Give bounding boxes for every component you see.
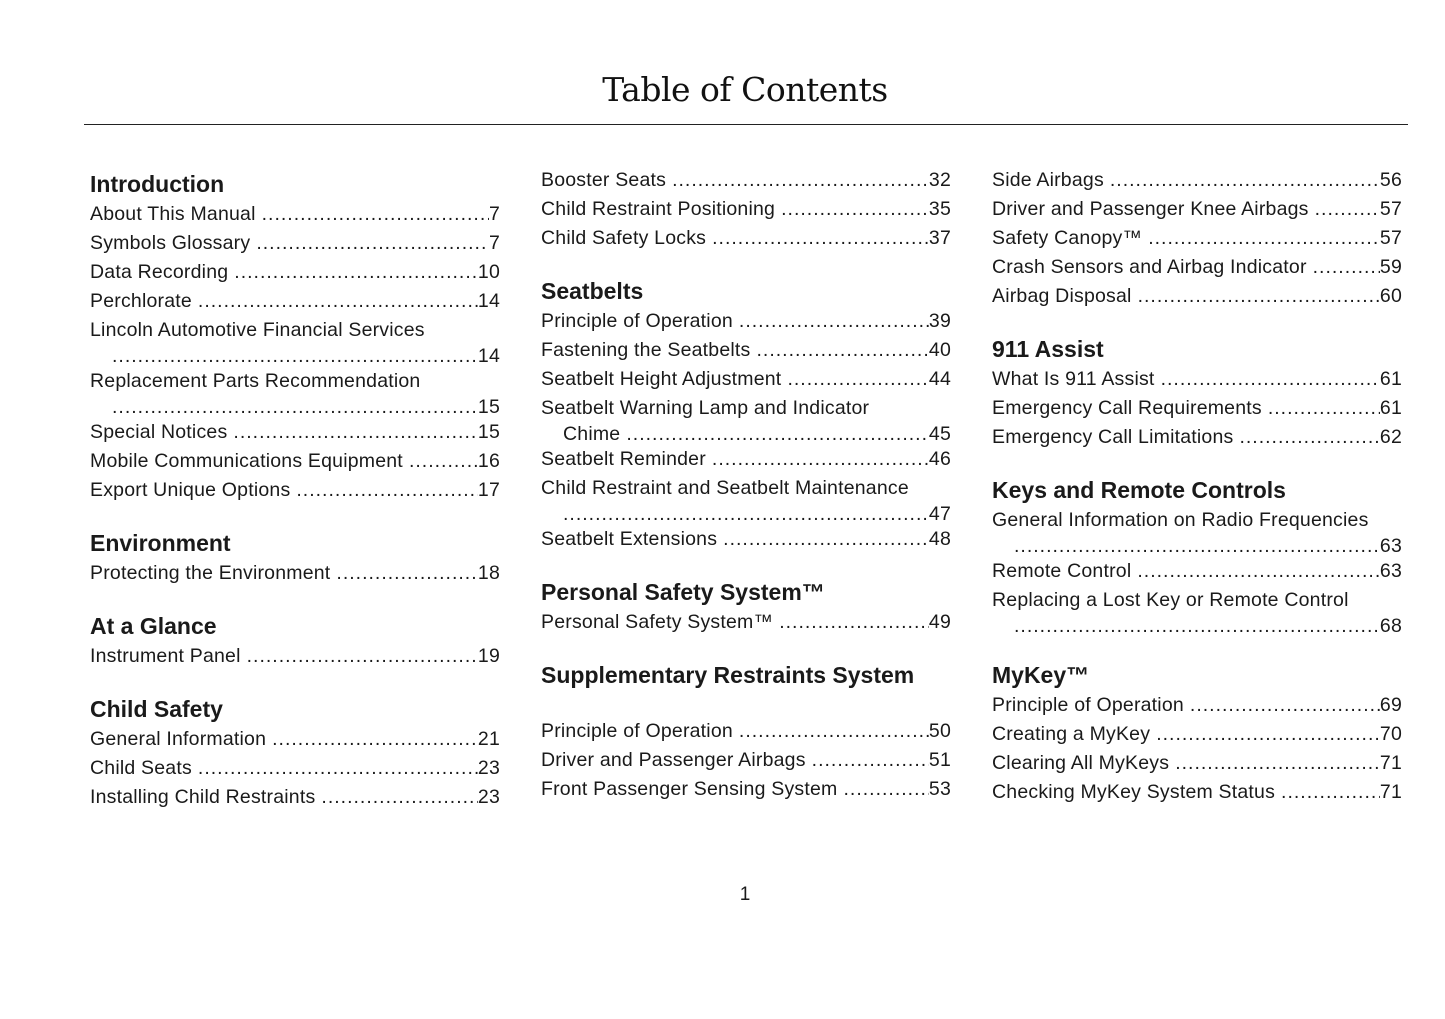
entry-page: 7 — [488, 203, 500, 225]
entry-leader-line — [541, 423, 951, 445]
toc-entry[interactable] — [992, 586, 1402, 637]
toc-entry[interactable] — [541, 195, 951, 224]
dot-leader — [1268, 394, 1380, 423]
entry-line — [992, 720, 1402, 749]
entry-page: 7 — [488, 232, 500, 254]
entry-title: Front Passenger Sensing System — [541, 778, 838, 800]
entry-title: Emergency Call Requirements — [992, 397, 1262, 419]
entry-line — [90, 229, 500, 258]
entry-page: 61 — [1379, 368, 1402, 390]
toc-entry[interactable] — [541, 307, 951, 336]
toc-entry[interactable] — [992, 195, 1402, 224]
dot-leader — [321, 783, 477, 812]
dot-leader — [1161, 365, 1380, 394]
entry-page: 18 — [477, 562, 500, 584]
toc-column — [90, 168, 500, 812]
page-number: 1 — [739, 884, 751, 905]
entry-page: 45 — [928, 423, 951, 445]
dot-leader — [1313, 253, 1380, 282]
entry-page: 51 — [928, 749, 951, 771]
page-title: Table of Contents — [602, 70, 888, 109]
toc-section — [90, 610, 500, 671]
entry-page: 17 — [477, 479, 500, 501]
dot-leader — [1281, 778, 1380, 807]
entry-page: 23 — [477, 786, 500, 808]
entry-leader-line — [992, 615, 1402, 637]
entry-line — [90, 476, 500, 505]
toc-entry[interactable] — [541, 394, 951, 445]
entry-page: 16 — [477, 450, 500, 472]
entry-page: 69 — [1379, 694, 1402, 716]
toc-entry[interactable] — [90, 447, 500, 476]
toc-entry[interactable] — [541, 746, 951, 775]
dot-leader — [843, 775, 928, 804]
entry-line — [541, 608, 951, 637]
section-heading[interactable]: Environment — [90, 530, 231, 556]
toc-entry[interactable] — [541, 224, 951, 253]
toc-section — [992, 659, 1402, 807]
entry-title: Mobile Communications Equipment — [90, 450, 403, 472]
dot-leader — [787, 365, 928, 394]
entry-page: 40 — [928, 339, 951, 361]
dot-leader — [712, 224, 929, 253]
entry-title: Clearing All MyKeys — [992, 752, 1170, 774]
entry-title: Creating a MyKey — [992, 723, 1151, 745]
entry-title: Driver and Passenger Airbags — [541, 749, 806, 771]
dot-leader — [247, 642, 478, 671]
entry-line — [90, 418, 500, 447]
entry-line — [90, 783, 500, 812]
dot-leader — [262, 200, 489, 229]
toc-entry[interactable] — [992, 253, 1402, 282]
toc-entry[interactable] — [992, 394, 1402, 423]
dot-leader — [1156, 720, 1380, 749]
entry-title: Perchlorate — [90, 290, 192, 312]
entry-title: What Is 911 Assist — [992, 368, 1155, 390]
dot-leader — [723, 525, 929, 554]
entry-line — [541, 717, 951, 746]
dot-leader — [1137, 557, 1380, 586]
entry-title: Principle of Operation — [541, 310, 733, 332]
entry-page: 61 — [1379, 397, 1402, 419]
entry-title: Instrument Panel — [90, 645, 241, 667]
entry-title: Child Restraint Positioning — [541, 198, 776, 220]
entry-title: Emergency Call Limitations — [992, 426, 1234, 448]
entry-title: Side Airbags — [992, 169, 1104, 191]
toc-section — [992, 474, 1402, 637]
entry-title: Seatbelt Extensions — [541, 528, 718, 550]
entry-title: Seatbelt Warning Lamp and Indicator — [541, 397, 870, 419]
entry-page: 56 — [1379, 169, 1402, 191]
entry-page: 59 — [1379, 256, 1402, 278]
dot-leader — [336, 559, 477, 588]
entry-title: Principle of Operation — [992, 694, 1184, 716]
toc-entry[interactable] — [90, 367, 500, 418]
dot-leader — [781, 195, 929, 224]
entry-title: Lincoln Automotive Financial Services — [90, 319, 425, 341]
toc-section — [992, 333, 1402, 452]
entry-line — [992, 778, 1402, 807]
entry-line — [90, 642, 500, 671]
entry-line — [992, 224, 1402, 253]
dot-leader — [409, 447, 478, 476]
toc-entry[interactable] — [541, 775, 951, 804]
entry-title: Fastening the Seatbelts — [541, 339, 751, 361]
entry-title: Special Notices — [90, 421, 228, 443]
toc-entry[interactable] — [992, 282, 1402, 311]
entry-page: 44 — [928, 368, 951, 390]
title-divider — [84, 124, 1408, 125]
entry-line — [90, 447, 500, 476]
entry-leader-line — [90, 345, 500, 367]
toc-section — [541, 275, 951, 554]
entry-title: Seatbelt Reminder — [541, 448, 706, 470]
entry-title: Crash Sensors and Airbag Indicator — [992, 256, 1307, 278]
entry-title: General Information on Radio Frequencies — [992, 509, 1369, 531]
entry-title: Child Safety Locks — [541, 227, 707, 249]
entry-line — [992, 365, 1402, 394]
toc-entry[interactable] — [992, 224, 1402, 253]
dot-leader — [112, 396, 478, 418]
entry-line — [541, 525, 951, 554]
toc-entry[interactable] — [541, 525, 951, 554]
toc-entry[interactable] — [90, 754, 500, 783]
section-heading[interactable]: MyKey™ — [992, 662, 1090, 688]
toc-entry[interactable] — [992, 720, 1402, 749]
toc-entry[interactable] — [90, 316, 500, 367]
toc-entry[interactable] — [90, 418, 500, 447]
entry-page: 48 — [928, 528, 951, 550]
entry-title: Data Recording — [90, 261, 229, 283]
toc-entry[interactable] — [90, 725, 500, 754]
entry-title: Driver and Passenger Knee Airbags — [992, 198, 1309, 220]
entry-line — [541, 224, 951, 253]
toc-section — [541, 166, 951, 253]
section-heading[interactable]: Supplementary Restraints System — [541, 662, 915, 688]
dot-leader — [198, 287, 478, 316]
entry-page: 57 — [1379, 198, 1402, 220]
dot-leader — [1239, 423, 1379, 452]
toc-entry[interactable] — [992, 691, 1402, 720]
entry-title: Personal Safety System™ — [541, 611, 774, 633]
toc-entry[interactable] — [90, 229, 500, 258]
entry-page: 23 — [477, 757, 500, 779]
dot-leader — [739, 307, 929, 336]
entry-page: 10 — [477, 261, 500, 283]
entry-line — [541, 195, 951, 224]
entry-page: 39 — [928, 310, 951, 332]
entry-line — [992, 423, 1402, 452]
entry-page: 50 — [928, 720, 951, 742]
dot-leader — [1014, 535, 1380, 557]
toc-entry[interactable] — [541, 166, 951, 195]
entry-line — [992, 557, 1402, 586]
toc-entry[interactable] — [541, 717, 951, 746]
toc-entry[interactable] — [992, 557, 1402, 586]
dot-leader — [563, 503, 929, 525]
dot-leader — [272, 725, 478, 754]
entry-page: 62 — [1379, 426, 1402, 448]
section-heading[interactable]: Child Safety — [90, 696, 223, 722]
entry-title: Replacing a Lost Key or Remote Control — [992, 589, 1349, 611]
entry-page: 53 — [928, 778, 951, 800]
toc-entry[interactable] — [541, 474, 951, 525]
entry-line — [992, 749, 1402, 778]
dot-leader — [1148, 224, 1380, 253]
toc-entry[interactable] — [90, 258, 500, 287]
entry-title: Protecting the Environment — [90, 562, 331, 584]
entry-title: Safety Canopy™ — [992, 227, 1143, 249]
entry-page: 46 — [928, 448, 951, 470]
entry-page: 19 — [477, 645, 500, 667]
dot-leader — [672, 166, 929, 195]
entry-line — [541, 365, 951, 394]
entry-leader-line — [90, 396, 500, 418]
entry-line — [90, 258, 500, 287]
entry-page: 70 — [1379, 723, 1402, 745]
entry-title: Export Unique Options — [90, 479, 291, 501]
dot-leader — [812, 746, 929, 775]
entry-page: 71 — [1379, 752, 1402, 774]
toc-entry[interactable] — [90, 287, 500, 316]
entry-line — [992, 282, 1402, 311]
toc-section — [541, 659, 951, 804]
toc-column — [541, 166, 951, 804]
section-heading[interactable]: At a Glance — [90, 613, 217, 639]
toc-section — [992, 166, 1402, 311]
entry-line — [90, 559, 500, 588]
entry-line — [541, 775, 951, 804]
entry-line — [992, 166, 1402, 195]
entry-title: Replacement Parts Recommendation — [90, 370, 421, 392]
toc-section — [90, 168, 500, 505]
toc-entry[interactable] — [541, 365, 951, 394]
entry-line — [90, 200, 500, 229]
toc-entry[interactable] — [992, 778, 1402, 807]
entry-title: Seatbelt Height Adjustment — [541, 368, 782, 390]
dot-leader — [1175, 749, 1380, 778]
toc-entry[interactable] — [90, 642, 500, 671]
toc-section — [90, 527, 500, 588]
dot-leader — [256, 229, 489, 258]
entry-line — [90, 287, 500, 316]
entry-page: 21 — [477, 728, 500, 750]
entry-line — [90, 754, 500, 783]
entry-title: Principle of Operation — [541, 720, 733, 742]
section-heading[interactable]: Personal Safety System™ — [541, 579, 825, 605]
dot-leader — [712, 445, 929, 474]
entry-page: 47 — [928, 503, 951, 525]
entry-page: 15 — [477, 396, 500, 418]
dot-leader — [234, 258, 478, 287]
dot-leader — [198, 754, 478, 783]
entry-line — [992, 394, 1402, 423]
entry-page: 32 — [928, 169, 951, 191]
toc-entry[interactable] — [541, 445, 951, 474]
entry-title: General Information — [90, 728, 267, 750]
toc-section — [90, 693, 500, 812]
toc-entry[interactable] — [90, 200, 500, 229]
toc-entry[interactable] — [90, 476, 500, 505]
entry-page: 14 — [477, 290, 500, 312]
toc-entry[interactable] — [992, 749, 1402, 778]
toc-entry[interactable] — [541, 336, 951, 365]
entry-title: Remote Control — [992, 560, 1132, 582]
entry-line — [541, 445, 951, 474]
dot-leader — [1110, 166, 1380, 195]
entry-line — [541, 166, 951, 195]
dot-leader — [1138, 282, 1380, 311]
toc-entry[interactable] — [90, 559, 500, 588]
entry-page: 49 — [928, 611, 951, 633]
section-heading[interactable]: Introduction — [90, 171, 225, 197]
section-heading[interactable]: Seatbelts — [541, 278, 644, 304]
entry-page: 57 — [1379, 227, 1402, 249]
entry-line — [992, 253, 1402, 282]
entry-title: Booster Seats — [541, 169, 667, 191]
entry-title: Child Restraint and Seatbelt Maintenance — [541, 477, 909, 499]
dot-leader — [296, 476, 478, 505]
toc-entry[interactable] — [541, 608, 951, 637]
dot-leader — [779, 608, 929, 637]
toc-section — [541, 576, 951, 637]
dot-leader — [626, 423, 929, 445]
entry-page: 15 — [477, 421, 500, 443]
entry-page: 14 — [477, 345, 500, 367]
dot-leader — [739, 717, 929, 746]
toc-entry[interactable] — [992, 506, 1402, 557]
entry-page: 35 — [928, 198, 951, 220]
entry-line — [992, 195, 1402, 224]
entry-line — [90, 725, 500, 754]
toc-entry[interactable] — [992, 423, 1402, 452]
entry-title: Child Seats — [90, 757, 192, 779]
entry-page: 63 — [1379, 535, 1402, 557]
toc-entry[interactable] — [90, 783, 500, 812]
dot-leader — [756, 336, 928, 365]
entry-line — [992, 691, 1402, 720]
entry-title-continued: Chime — [563, 423, 621, 445]
toc-entry[interactable] — [992, 365, 1402, 394]
entry-page: 37 — [928, 227, 951, 249]
entry-line — [541, 746, 951, 775]
entry-title: Checking MyKey System Status — [992, 781, 1276, 803]
entry-line — [541, 336, 951, 365]
entry-title: Installing Child Restraints — [90, 786, 316, 808]
entry-leader-line — [992, 535, 1402, 557]
dot-leader — [112, 345, 478, 367]
entry-page: 71 — [1379, 781, 1402, 803]
dot-leader — [1014, 615, 1380, 637]
toc-column — [992, 166, 1402, 807]
dot-leader — [1190, 691, 1380, 720]
entry-line — [541, 307, 951, 336]
entry-page: 60 — [1379, 285, 1402, 307]
entry-page: 63 — [1379, 560, 1402, 582]
entry-page: 68 — [1379, 615, 1402, 637]
entry-leader-line — [541, 503, 951, 525]
toc-entry[interactable] — [992, 166, 1402, 195]
dot-leader — [1315, 195, 1380, 224]
section-heading[interactable]: 911 Assist — [992, 336, 1104, 362]
entry-title: About This Manual — [90, 203, 256, 225]
dot-leader — [233, 418, 478, 447]
section-heading[interactable]: Keys and Remote Controls — [992, 477, 1286, 503]
entry-title: Airbag Disposal — [992, 285, 1132, 307]
entry-title: Symbols Glossary — [90, 232, 251, 254]
